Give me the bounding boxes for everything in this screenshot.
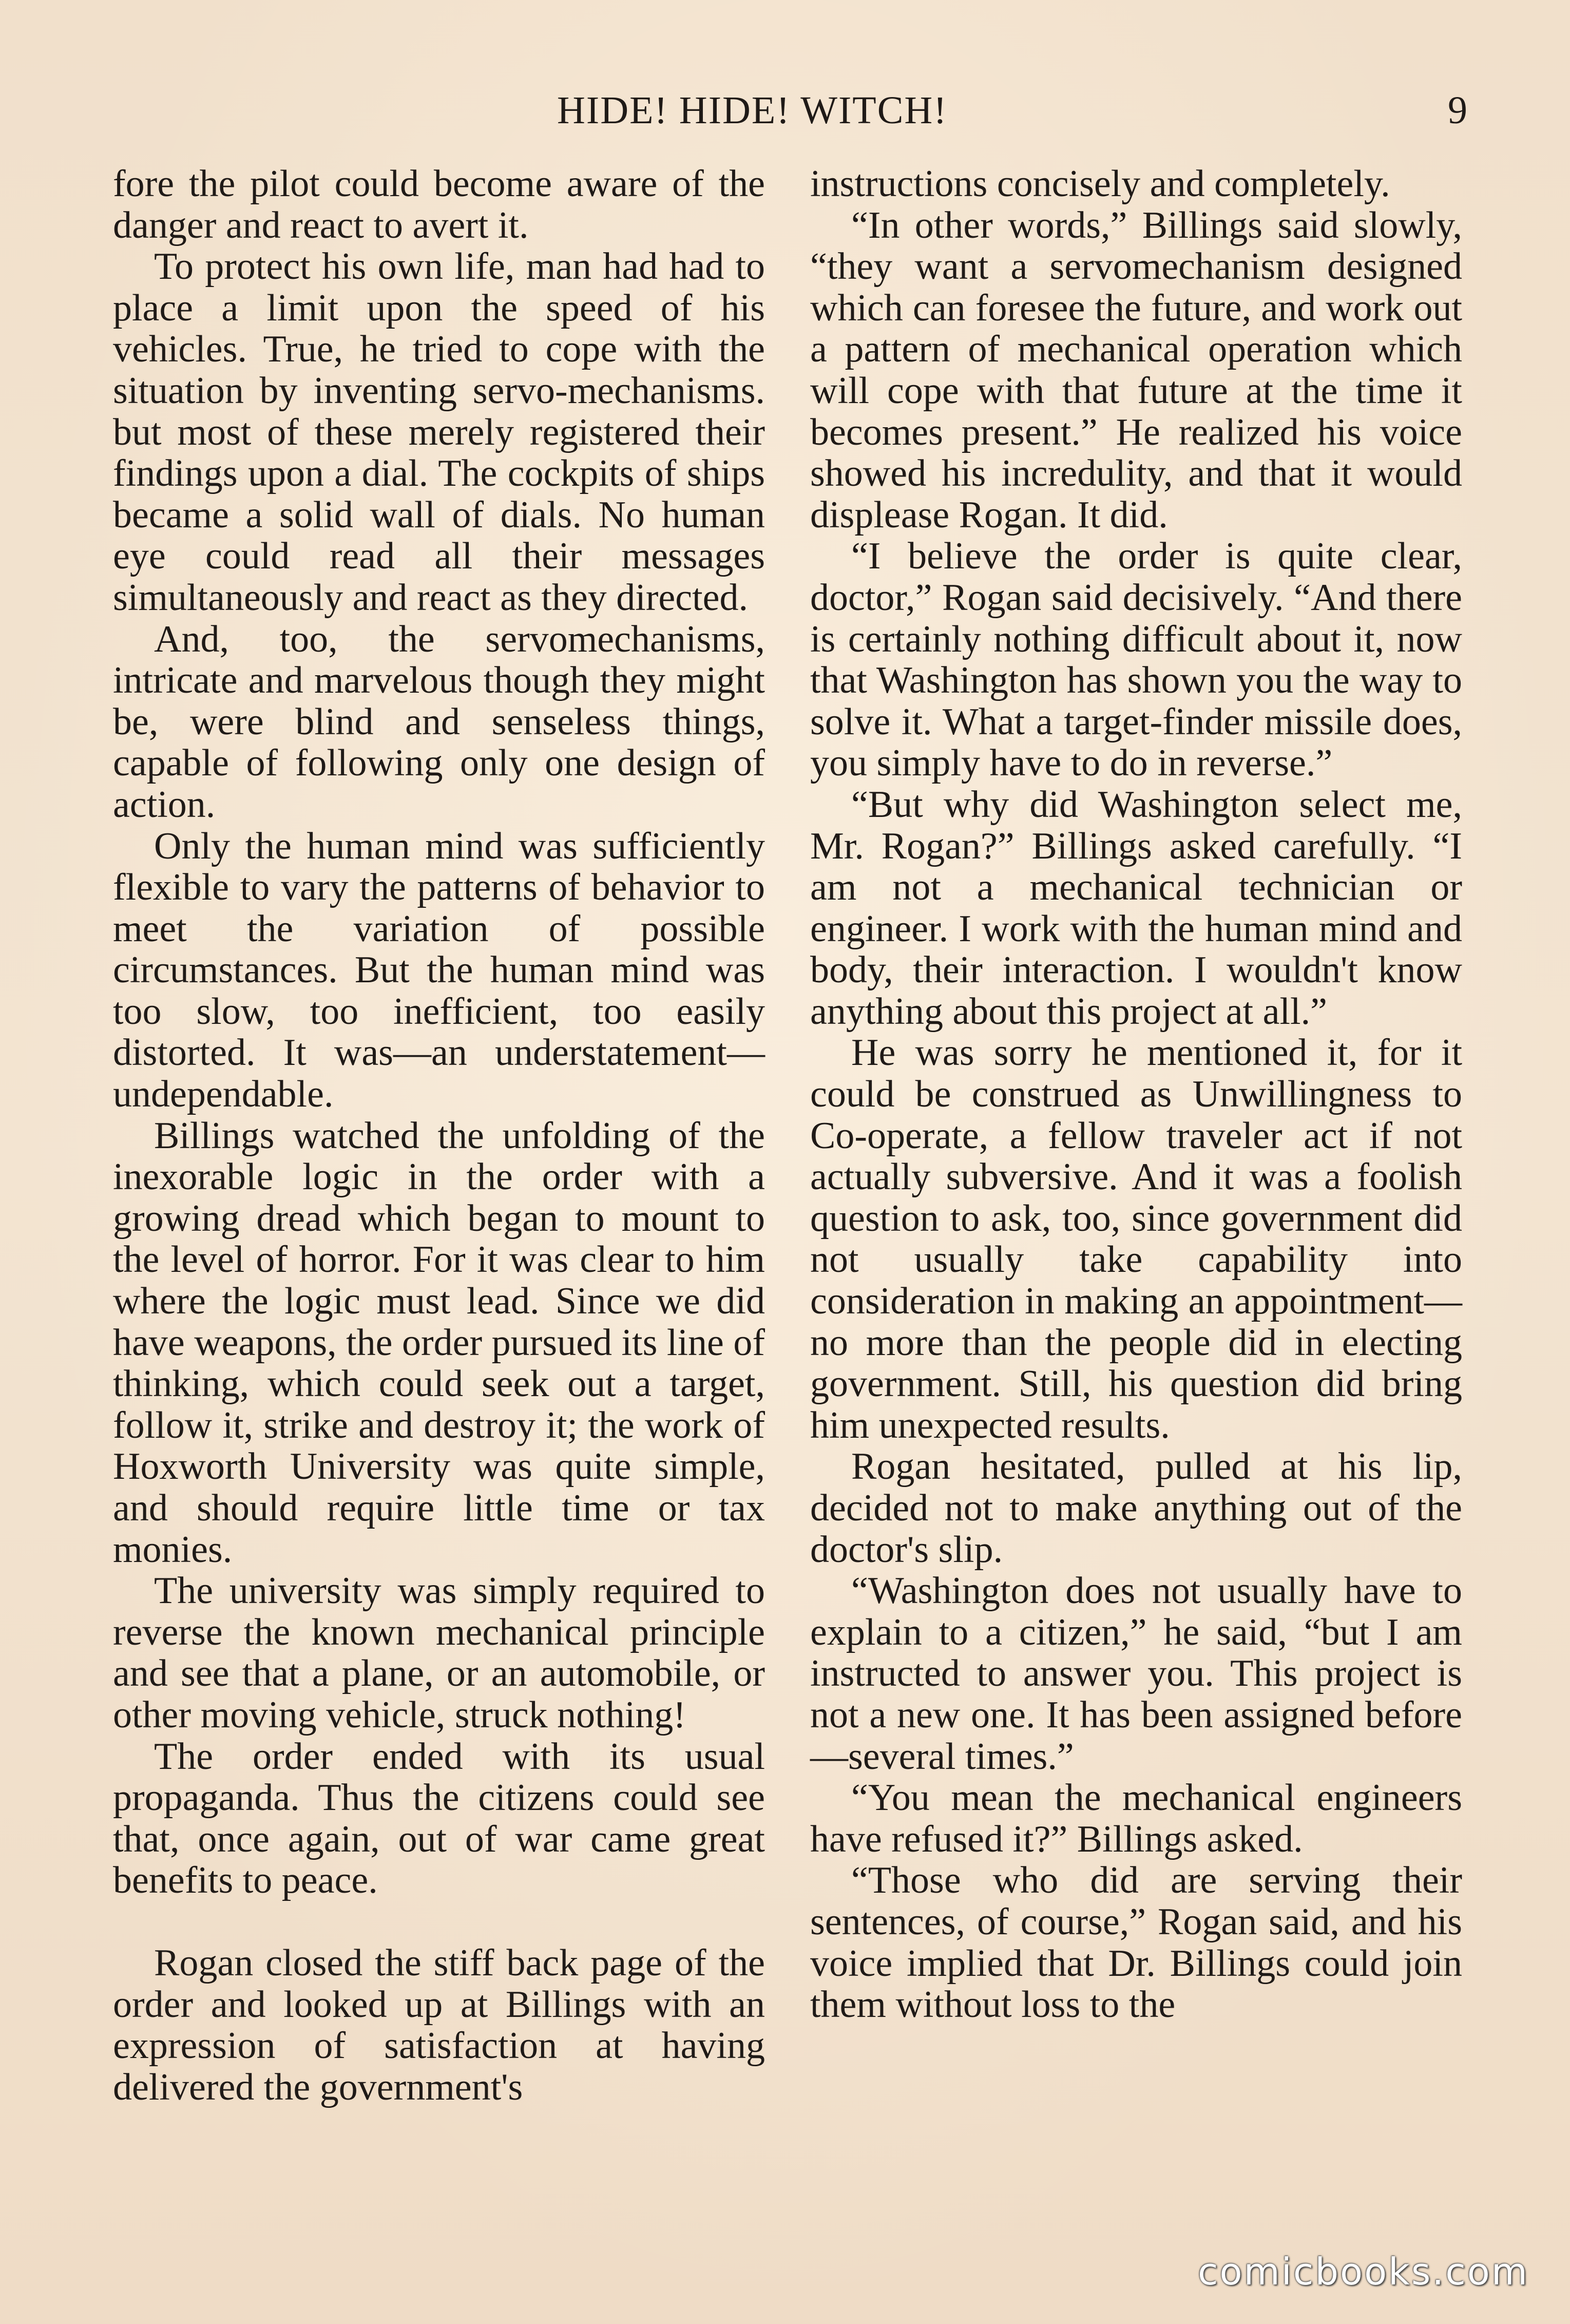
paragraph: “Those who did are serving their sentences, of course,” Rogan said, and his voice implied that Dr. Billings could join them without loss to the	[810, 1859, 1462, 2026]
paragraph: “But why did Washington select me, Mr. Rogan?” Billings asked carefully. “I am not a mechanical technician or engineer. I work with the human mind and body, their interaction. I wouldn't know anything about this project at all.”	[810, 783, 1462, 1033]
paragraph: Rogan closed the stiff back page of the order and looked up at Billings with an expression of satisfaction at having delivered the government's	[113, 1941, 765, 2108]
paragraph: The order ended with its usual propaganda. Thus the citizens could see that, once again, out of war came great benefits to peace.	[113, 1735, 765, 1902]
paragraph: fore the pilot could become aware of the danger and react to avert it.	[113, 163, 765, 246]
paragraph: Only the human mind was sufficiently flexible to vary the patterns of behavior to meet the variation of possible circumstances. But the human mind was too slow, too inefficient, too easily distorted. It was—an understatement—undependable.	[113, 825, 765, 1116]
paragraph: The university was simply required to reverse the known mechanical principle and see that a plane, or an automobile, or other moving vehicle, struck nothing!	[113, 1570, 765, 1736]
paragraph: “Washington does not usually have to explain to a citizen,” he said, “but I am instructed to answer you. This project is not a new one. It has been assigned before—several times.”	[810, 1570, 1462, 1778]
paragraph: Billings watched the unfolding of the inexorable logic in the order with a growing dread which began to mount to the level of horror. For it was clear to him where the logic must lead. Since we did have weapons, the order pursued its line of thinking, which could seek out a target, follow it, strike and destroy it; the work of Hoxworth University was quite simple, and should require little time or tax monies.	[113, 1114, 765, 1571]
watermark: comicbooks.com	[1197, 2250, 1529, 2293]
running-title: HIDE! HIDE! WITCH!	[557, 89, 948, 132]
page-header	[0, 85, 1570, 136]
page-number: 9	[1448, 89, 1467, 132]
paragraph: He was sorry he mentioned it, for it could be construed as Unwillingness to Co-operate, a fellow traveler act if not actually subversive. And it was a foolish question to ask, too, since government did not usually take capability into consideration in making an appointment—no more than the people did in electing government. Still, his question did bring him unexpected results.	[810, 1032, 1462, 1446]
paragraph: “In other words,” Billings said slowly, “they want a servomechanism designed which can foresee the future, and work out a pattern of mechanical operation which will cope with that future at the time it becomes present.” He realized his voice showed his incredulity, and that it would displease Rogan. It did.	[810, 204, 1462, 536]
paragraph: And, too, the servomechanisms, intricate and marvelous though they might be, were blind and senseless things, capable of following only one design of action.	[113, 618, 765, 826]
paragraph: “You mean the mechanical engineers have refused it?” Billings asked.	[810, 1777, 1462, 1860]
paragraph: “I believe the order is quite clear, doctor,” Rogan said decisively. “And there is certainly nothing difficult about it, now that Washington has shown you the way to solve it. What a target-finder missile does, you simply have to do in reverse.”	[810, 535, 1462, 785]
paragraph: Rogan hesitated, pulled at his lip, decided not to make anything out of the doctor's slip.	[810, 1445, 1462, 1571]
right-column	[810, 163, 1462, 2026]
paragraph: instructions concisely and completely.	[810, 163, 1390, 205]
left-column	[113, 163, 765, 2108]
paragraph: To protect his own life, man had had to place a limit upon the speed of his vehicles. True, he tried to cope with the situation by inventing servo-mechanisms. but most of these merely registered their findings upon a dial. The cockpits of ships became a solid wall of dials. No human eye could read all their messages simultaneously and react as they directed.	[113, 245, 765, 619]
